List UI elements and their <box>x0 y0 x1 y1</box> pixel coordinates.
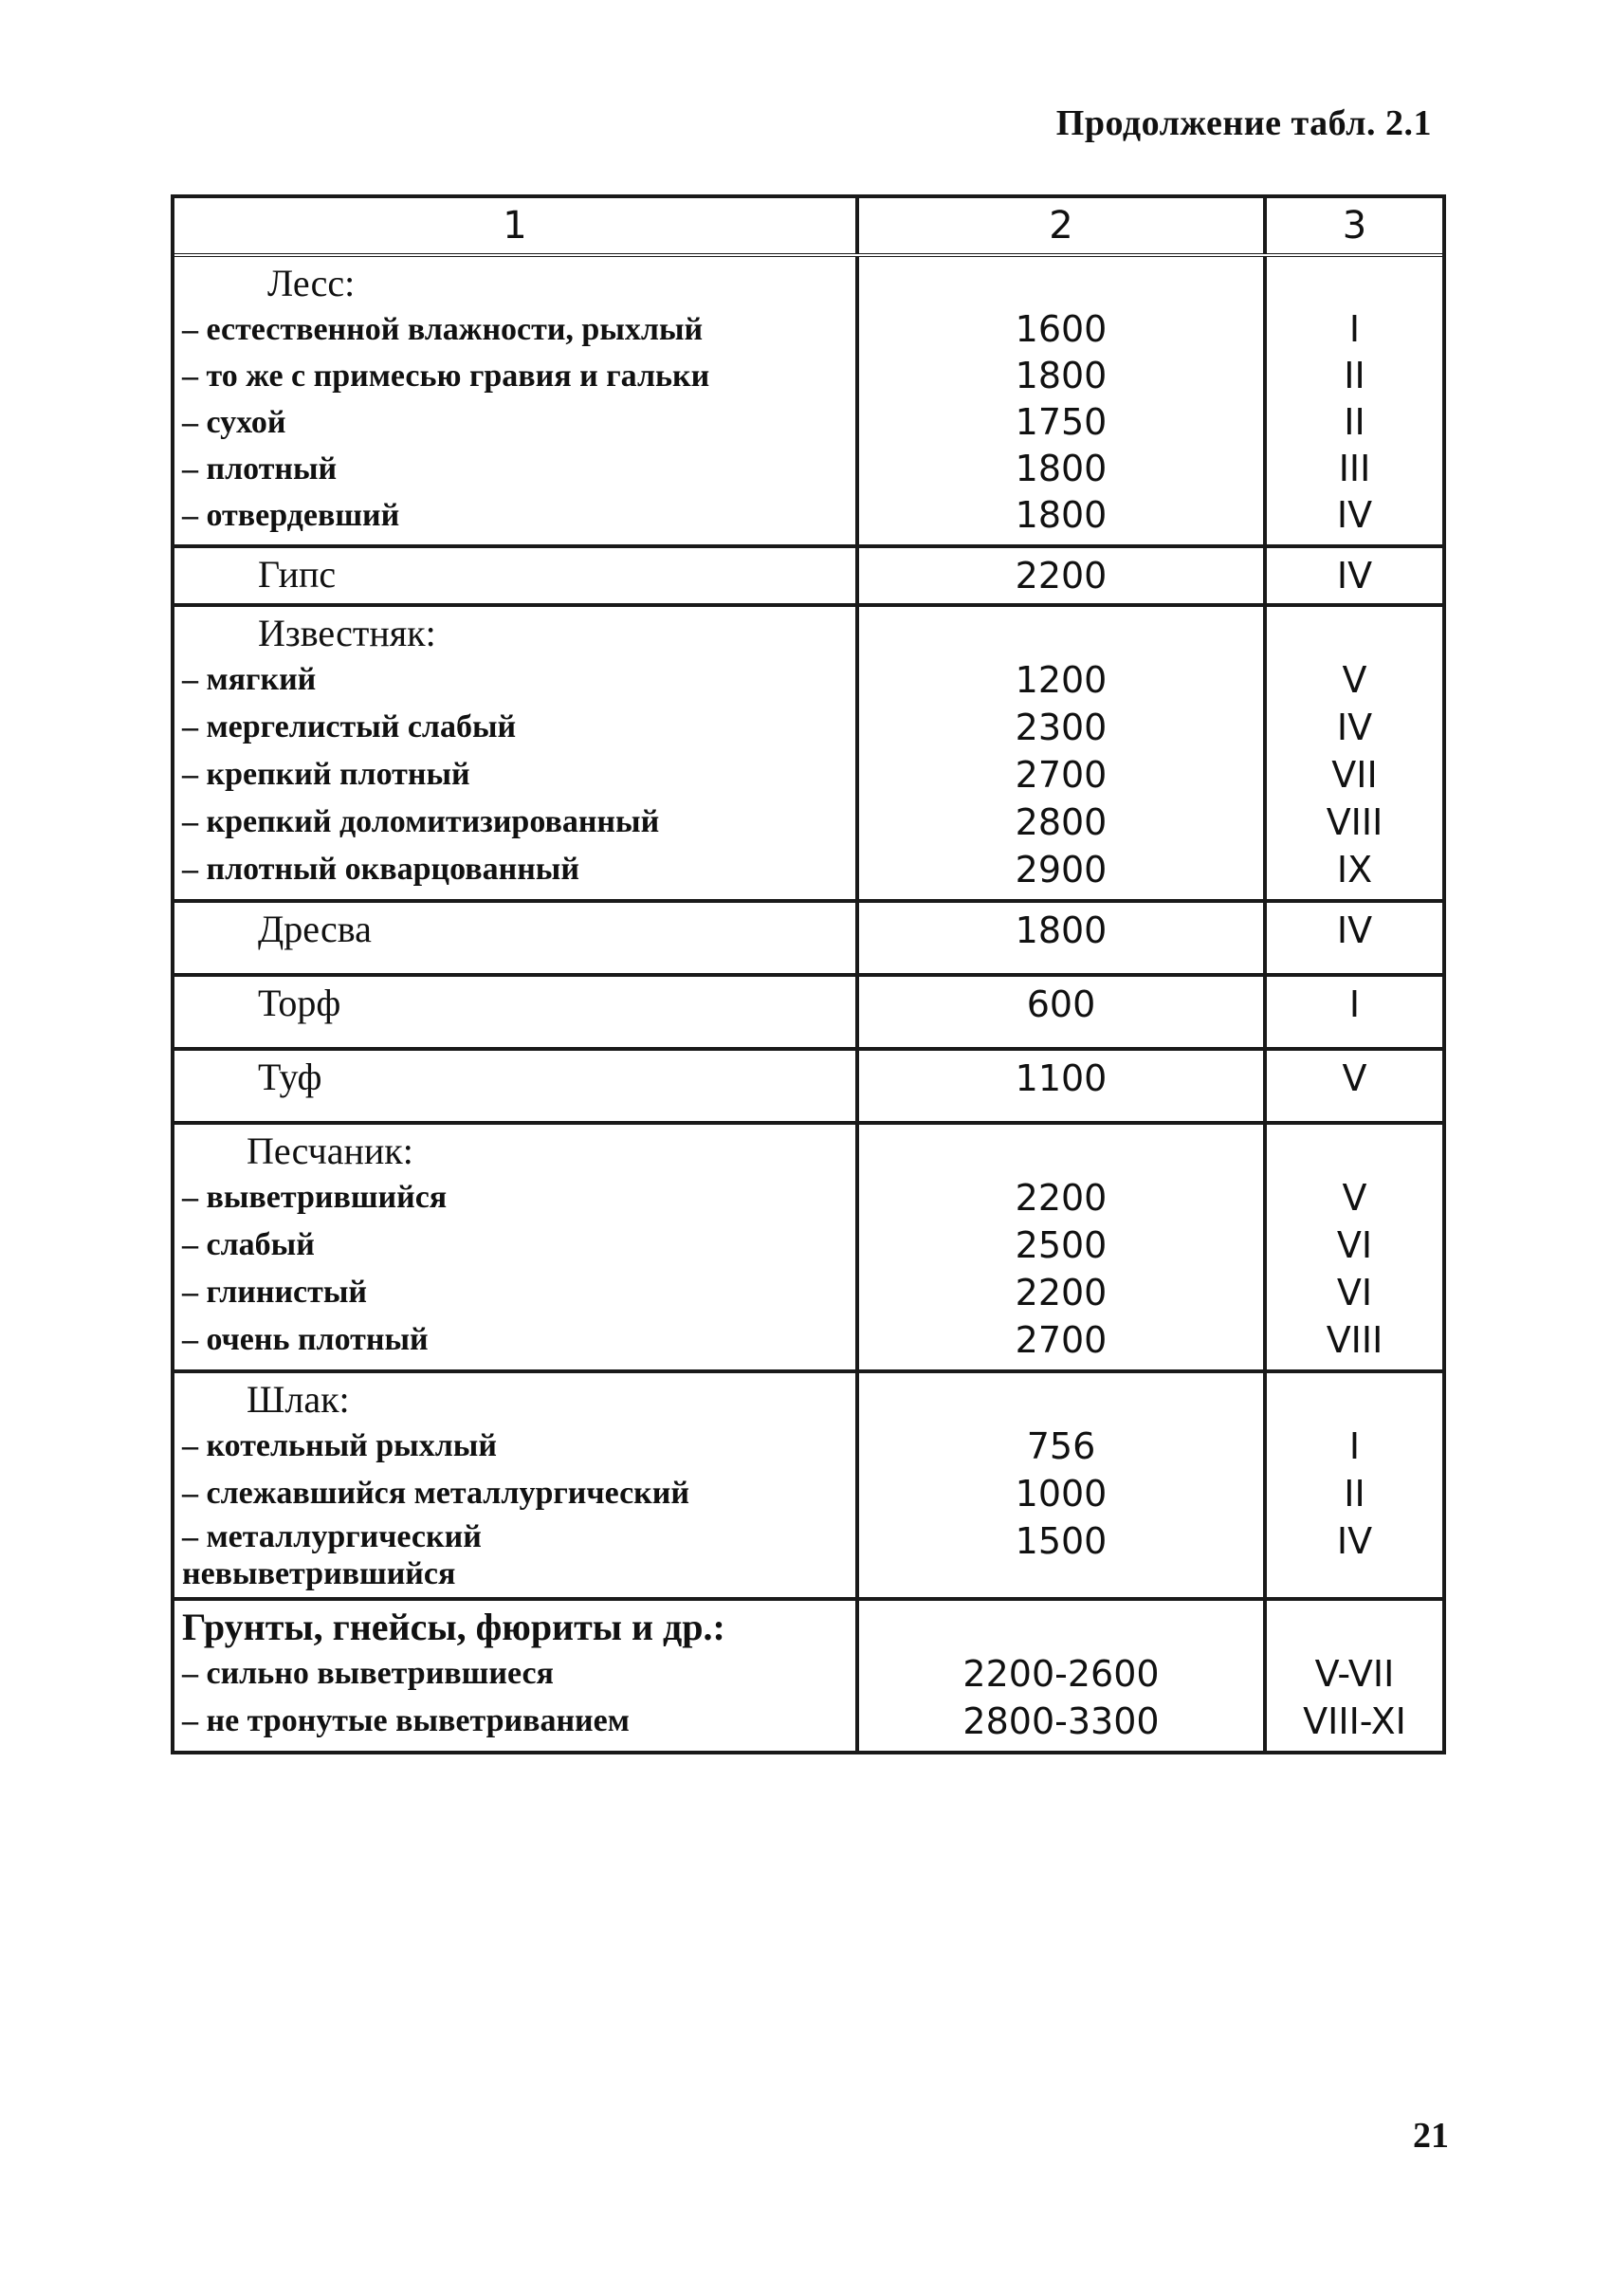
row-density: 2500 <box>1015 1224 1108 1266</box>
group-title: Шлак: <box>247 1378 350 1421</box>
row-name: – металлургический <box>182 1519 482 1554</box>
row-name: – то же с примесью гравия и гальки <box>182 358 710 394</box>
group-title: Грунты, гнейсы, фюриты и др.: <box>182 1606 725 1648</box>
row-density: 1750 <box>1015 401 1108 443</box>
row-density: 600 <box>1026 983 1096 1025</box>
row-category: IV <box>1336 909 1373 951</box>
group-title: Лесс: <box>267 262 356 304</box>
group-peat <box>174 977 1442 1051</box>
row-density: 1800 <box>1015 355 1108 396</box>
row-density: 2700 <box>1015 754 1108 796</box>
group-title: Песчаник: <box>247 1130 413 1172</box>
group-soils <box>174 1601 1442 1751</box>
group-title: Торф <box>258 982 341 1024</box>
row-category: IX <box>1336 849 1373 891</box>
row-category: IV <box>1336 1520 1373 1562</box>
group-sandstone <box>174 1125 1442 1373</box>
row-category: VIII <box>1326 1319 1383 1361</box>
row-name: – плотный окварцованный <box>182 852 579 887</box>
group-title: Дресва <box>258 908 372 950</box>
row-density: 1200 <box>1015 659 1108 701</box>
row-category: IV <box>1336 494 1373 536</box>
row-density: 1800 <box>1015 909 1108 951</box>
row-name: – естественной влажности, рыхлый <box>182 312 704 347</box>
row-category: VI <box>1336 1224 1373 1266</box>
table-continuation-caption: Продолжение табл. 2.1 <box>1055 103 1432 143</box>
row-density: 2300 <box>1015 707 1108 748</box>
row-name: – сухой <box>182 405 286 440</box>
row-density: 1100 <box>1015 1057 1108 1099</box>
row-density: 756 <box>1026 1425 1096 1467</box>
group-title: Гипс <box>258 553 337 596</box>
row-name: – слабый <box>182 1227 315 1262</box>
row-density: 2900 <box>1015 849 1108 891</box>
row-name: – глинистый <box>182 1275 367 1310</box>
row-name: – очень плотный <box>182 1322 429 1357</box>
row-name: – отвердевший <box>182 498 400 533</box>
row-category: V <box>1342 1057 1367 1099</box>
row-category: IV <box>1336 707 1373 748</box>
row-category: VII <box>1331 754 1378 796</box>
row-category: VIII-XI <box>1303 1700 1406 1742</box>
row-density: 1000 <box>1015 1473 1108 1515</box>
row-density: 2800-3300 <box>962 1700 1160 1742</box>
row-name: – котельный рыхлый <box>182 1428 497 1463</box>
row-name: – мергелистый слабый <box>182 709 517 744</box>
group-limestone <box>174 607 1442 903</box>
group-title: Известняк: <box>258 612 436 654</box>
row-name: – выветрившийся <box>182 1180 448 1215</box>
header-col-3: 3 <box>1342 204 1367 248</box>
page-number: 21 <box>1413 2116 1449 2156</box>
row-density: 2200-2600 <box>962 1653 1160 1695</box>
group-title: Туф <box>258 1056 322 1098</box>
row-category: V <box>1342 659 1367 701</box>
group-gypsum <box>174 548 1442 607</box>
row-category: V <box>1342 1177 1367 1219</box>
row-density: 1500 <box>1015 1520 1108 1562</box>
row-category: I <box>1348 308 1361 350</box>
header-col-2: 2 <box>859 198 1267 253</box>
row-category: II <box>1344 401 1365 443</box>
table-header <box>174 198 1442 257</box>
row-density: 2200 <box>1015 1177 1108 1219</box>
row-category: I <box>1348 983 1361 1025</box>
header-col-1: 1 <box>174 198 859 253</box>
group-loess <box>174 257 1442 548</box>
row-name: – не тронутые выветриванием <box>182 1703 630 1738</box>
row-name-continuation: невыветрившийся <box>182 1556 456 1591</box>
row-category: V-VII <box>1314 1653 1395 1695</box>
row-category: III <box>1338 448 1371 489</box>
soil-density-table <box>171 194 1446 1754</box>
group-tuff <box>174 1051 1442 1125</box>
row-category: II <box>1344 1473 1365 1515</box>
row-density: 2200 <box>1015 1272 1108 1313</box>
row-density: 1600 <box>1015 308 1108 350</box>
row-density: 2700 <box>1015 1319 1108 1361</box>
row-density: 1800 <box>1015 448 1108 489</box>
row-name: – плотный <box>182 451 338 487</box>
row-name: – слежавшийся металлургический <box>182 1476 689 1511</box>
row-category: IV <box>1336 555 1373 597</box>
row-category: I <box>1348 1425 1361 1467</box>
row-name: – крепкий доломитизированный <box>182 804 660 839</box>
row-density: 2200 <box>1015 555 1108 597</box>
row-name: – сильно выветрившиеся <box>182 1656 554 1691</box>
row-category: VI <box>1336 1272 1373 1313</box>
row-name: – мягкий <box>182 662 317 697</box>
row-density: 2800 <box>1015 801 1108 843</box>
row-category: VIII <box>1326 801 1383 843</box>
row-density: 1800 <box>1015 494 1108 536</box>
group-gruss <box>174 903 1442 977</box>
row-name: – крепкий плотный <box>182 757 470 792</box>
row-category: II <box>1344 355 1365 396</box>
group-slag <box>174 1373 1442 1601</box>
